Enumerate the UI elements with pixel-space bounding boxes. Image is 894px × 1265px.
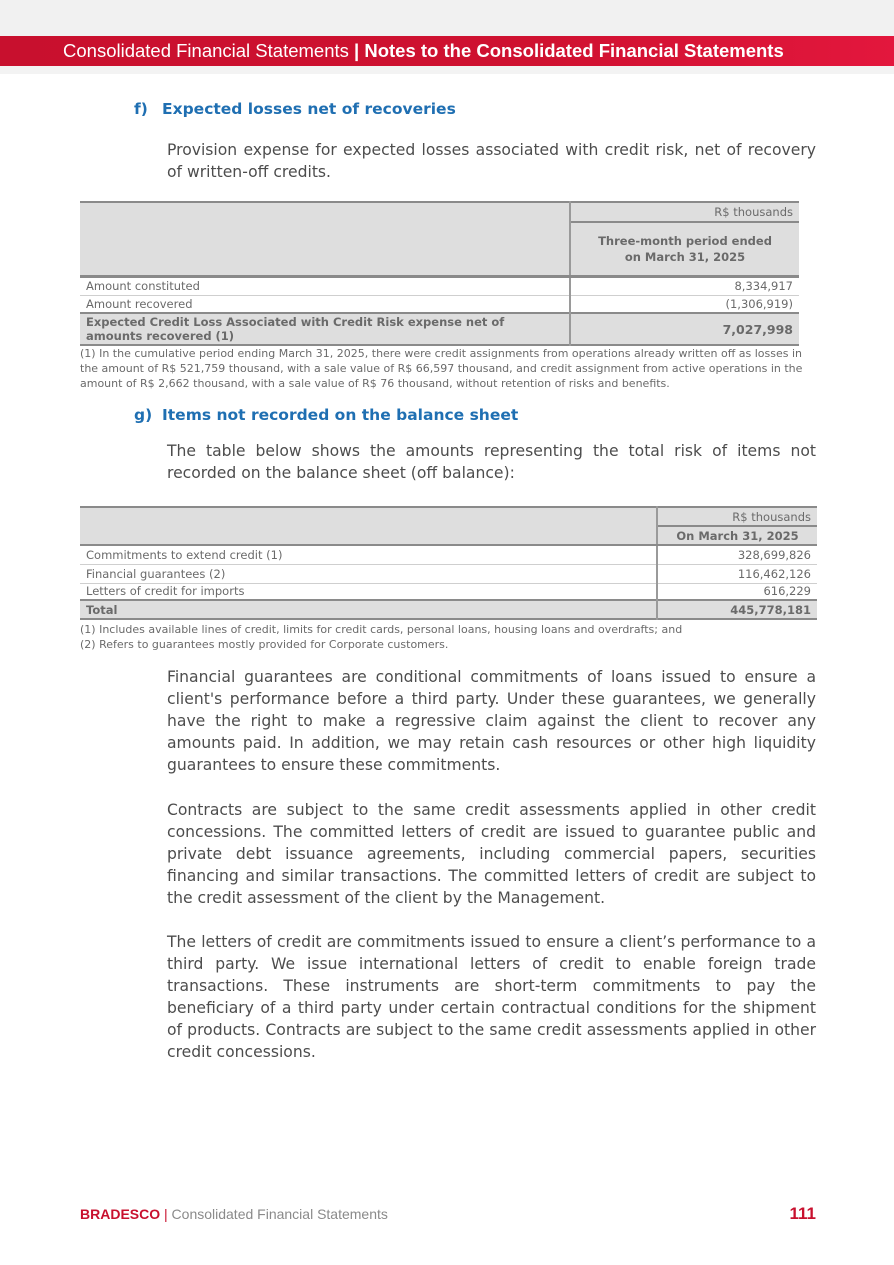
total-value: 445,778,181 bbox=[657, 600, 817, 619]
footer-doc-title: Consolidated Financial Statements bbox=[171, 1206, 388, 1222]
expected-losses-table bbox=[80, 201, 799, 346]
section-g-letter: g) bbox=[134, 406, 153, 424]
paragraph-letters-of-credit: The letters of credit are commitments issued to ensure a client’s performance to a third party. We issue international letters of credit to enable foreign trade transactions. These instruments are short-term commitments to pay the beneficiary of a third party under certain contractual conditions for the shipment of products. Contracts are subject to the same credit assessments applied in other credit concessions. bbox=[167, 933, 816, 1061]
top-strip bbox=[0, 0, 894, 36]
table-row bbox=[80, 564, 817, 583]
table-total-row bbox=[80, 600, 817, 619]
total-value: 7,027,998 bbox=[570, 313, 799, 345]
section-f-heading bbox=[134, 100, 456, 118]
section-f-intro: Provision expense for expected losses associated with credit risk, net of recovery of written-off credits. bbox=[167, 141, 816, 181]
header-shadow bbox=[0, 66, 894, 74]
row-value: 8,334,917 bbox=[734, 279, 793, 293]
row-label: Financial guarantees (2) bbox=[80, 564, 657, 583]
row-label: Amount constituted bbox=[80, 276, 570, 295]
footer-separator: | bbox=[164, 1206, 168, 1222]
section-g-footnote-2: (2) Refers to guarantees mostly provided for Corporate customers. bbox=[80, 638, 449, 651]
table-row bbox=[80, 583, 817, 600]
table-total-row bbox=[80, 313, 799, 345]
row-label: Letters of credit for imports bbox=[80, 583, 657, 600]
paragraph-contracts: Contracts are subject to the same credit assessments applied in other credit concessions. The committed letters of credit are issued to guarantee public and private debt issuance agreements, including commercial papers, securities financing and similar transactions. The committed letters of credit are subject to the credit assessment of the client by the Management. bbox=[167, 801, 816, 907]
table-row bbox=[80, 295, 799, 313]
section-g-footnote-1: (1) Includes available lines of credit, limits for credit cards, personal loans, housing loans and overdrafts; and bbox=[80, 623, 683, 636]
row-value: 116,462,126 bbox=[737, 566, 811, 581]
page-header bbox=[0, 36, 894, 66]
table-unit-header: R$ thousands bbox=[570, 202, 799, 222]
row-value: 616,229 bbox=[763, 584, 811, 599]
footer-label bbox=[80, 1206, 388, 1222]
row-label: Amount recovered bbox=[80, 295, 570, 313]
table-header-blank bbox=[80, 507, 657, 545]
total-label: Total bbox=[80, 600, 657, 619]
table-header-blank bbox=[80, 202, 570, 276]
table-row bbox=[80, 276, 799, 295]
header-separator: | bbox=[354, 40, 360, 61]
off-balance-table bbox=[80, 506, 817, 620]
row-value: 328,699,826 bbox=[737, 547, 811, 562]
footer-brand: BRADESCO bbox=[80, 1206, 161, 1222]
section-g-heading bbox=[134, 406, 518, 424]
header-title-left: Consolidated Financial Statements bbox=[63, 40, 349, 61]
row-value: (1,306,919) bbox=[725, 296, 793, 311]
table-period-header: Three-month period ended on March 31, 2025 bbox=[570, 222, 799, 276]
section-g-intro: The table below shows the amounts representing the total risk of items not recorded on the balance sheet (off balance): bbox=[167, 442, 816, 482]
table-row bbox=[80, 545, 817, 564]
row-label: Commitments to extend credit (1) bbox=[80, 545, 657, 564]
total-label: Expected Credit Loss Associated with Credit Risk expense net of amounts recovered (1) bbox=[80, 313, 570, 345]
table-period-header: On March 31, 2025 bbox=[657, 526, 817, 545]
section-g-title: Items not recorded on the balance sheet bbox=[162, 406, 519, 424]
paragraph-financial-guarantees: Financial guarantees are conditional commitments of loans issued to ensure a client's performance before a third party. Under these guarantees, we generally have the right to make a regressive claim against the client to recover any amounts paid. In addition, we may retain cash resources or other high liquidity guarantees to ensure these commitments. bbox=[167, 668, 816, 774]
table-unit-header: R$ thousands bbox=[657, 507, 817, 526]
page-number: 111 bbox=[789, 1204, 816, 1223]
header-title-right: Notes to the Consolidated Financial Statements bbox=[364, 40, 784, 61]
section-f-letter: f) bbox=[134, 100, 148, 118]
section-f-footnote: (1) In the cumulative period ending March 31, 2025, there were credit assignments from operations already written off as losses in the amount of R$ 521,759 thousand, with a sale value of R$ 66,597 thousand, and credit assignment from active operations in the amount of R$ 2,662 thousand, with a sale value of R$ 76 thousand, without retention of risks and benefits. bbox=[80, 347, 803, 390]
section-f-title: Expected losses net of recoveries bbox=[162, 100, 456, 118]
